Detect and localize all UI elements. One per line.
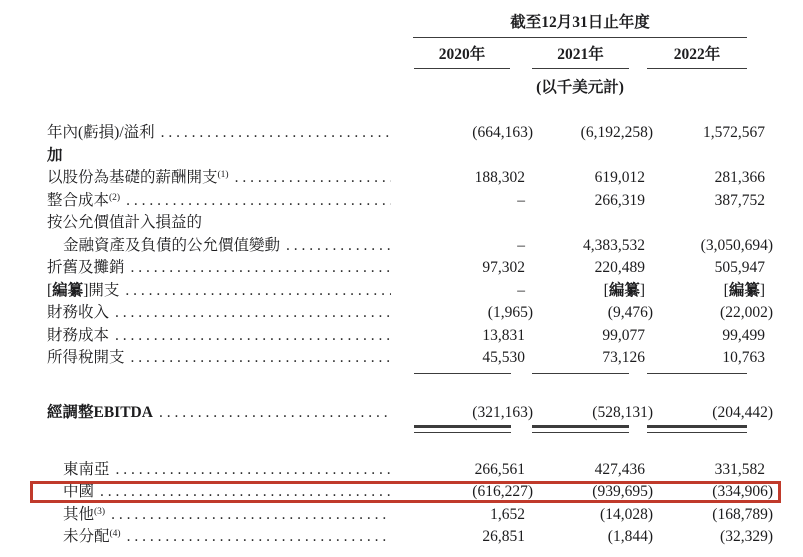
dot-leader (115, 325, 391, 348)
value-cell-2022年: 99,499 (722, 326, 765, 344)
highlight-box-china-row (30, 481, 781, 503)
value-cell-2022年: (204,442) (712, 403, 773, 421)
dot-leader (111, 504, 391, 527)
dot-leader (126, 190, 391, 213)
value-cell-2020年: 1,652 (490, 505, 525, 523)
table-row (0, 122, 803, 145)
value-cell-2021年: 4,383,532 (583, 236, 645, 254)
row-label: 未分配$^{(4)}$ (63, 528, 121, 545)
value-cell-2021年: 266,319 (594, 191, 645, 209)
value-cell-2022年: (168,789) (712, 505, 773, 523)
value-cell-2020年: – (517, 236, 525, 254)
row-label: 東南亞 (63, 460, 110, 478)
value-cell-2020年: (1,965) (487, 304, 533, 321)
table-row (0, 167, 803, 190)
value-cell-2020年: (664,163) (472, 124, 533, 141)
row-label: 加 (47, 146, 63, 164)
table-row (0, 504, 803, 527)
row-label: 按公允價值計入損益的 (47, 214, 203, 231)
dot-leader (116, 459, 391, 482)
value-cell-2020年: 45,530 (482, 349, 525, 366)
period-header: 截至12月31日止年度 (413, 13, 747, 38)
table-row (0, 145, 803, 168)
value-cell-2022年: 387,752 (714, 191, 765, 209)
value-cell-2020年: 26,851 (482, 528, 525, 545)
unit-note: (以千美元計) (536, 79, 624, 96)
value-cell-2021年: (14,028) (600, 505, 653, 523)
value-cell-2022年: 505,947 (714, 259, 765, 276)
row-label: 折舊及攤銷 (47, 259, 125, 276)
value-cell-2022年: 10,763 (722, 349, 765, 366)
value-cell-2022年: (3,050,694) (700, 236, 773, 254)
row-gap (0, 375, 803, 402)
value-cell-2022年: [編纂] (723, 281, 765, 299)
row-label: 經調整EBITDA (47, 403, 153, 421)
dot-leader (286, 235, 391, 258)
table-row (0, 459, 803, 482)
value-cell-2020年: (616,227) (472, 483, 533, 500)
column-header-2022: 2022年 (647, 45, 747, 69)
dot-leader (131, 347, 391, 370)
value-cell-2021年: [編纂] (603, 281, 645, 299)
row-label: 所得稅開支 (47, 349, 125, 366)
double-total-rule (0, 424, 803, 434)
value-cell-2021年: 427,436 (594, 460, 645, 478)
dot-leader (125, 280, 391, 303)
dot-leader (161, 122, 391, 145)
value-cell-2022年: 331,582 (714, 460, 765, 478)
value-cell-2020年: – (517, 191, 525, 209)
value-cell-2021年: (528,131) (592, 403, 653, 421)
dot-leader (127, 526, 391, 549)
leader-spacer (208, 212, 751, 235)
single-total-rule (0, 370, 803, 375)
dot-leader (131, 257, 391, 280)
row-label: [編纂]開支 (47, 281, 120, 299)
value-cell-2021年: (6,192,258) (580, 124, 653, 141)
dot-leader (235, 167, 391, 190)
row-label: 以股份為基礎的薪酬開支$^{(1)}$ (47, 169, 229, 186)
value-cell-2022年: (32,329) (720, 528, 773, 545)
row-label: 整合成本$^{(2)}$ (47, 191, 121, 209)
table-row (0, 257, 803, 280)
row-label: 金融資產及負債的公允價值變動 (63, 236, 281, 254)
leader-spacer (69, 145, 751, 168)
value-cell-2020年: 188,302 (474, 169, 525, 186)
table-row (0, 212, 803, 235)
table-row (0, 302, 803, 325)
column-header-2020: 2020年 (414, 45, 510, 69)
footnote-marker: (4) (109, 529, 121, 539)
value-cell-2021年: 619,012 (594, 169, 645, 186)
value-cell-2020年: 266,561 (474, 460, 525, 478)
value-cell-2022年: 1,572,567 (703, 124, 765, 141)
value-cell-2021年: 73,126 (602, 349, 645, 366)
dot-leader (159, 402, 391, 425)
row-gap (0, 434, 803, 459)
dot-leader (115, 302, 391, 325)
row-label: 財務收入 (47, 304, 110, 321)
value-cell-2020年: – (517, 281, 525, 299)
row-label: 年內(虧損)/溢利 (47, 124, 155, 141)
value-cell-2020年: (321,163) (472, 403, 533, 421)
value-cell-2021年: (939,695) (592, 483, 653, 500)
value-cell-2021年: (1,844) (607, 528, 653, 545)
value-cell-2022年: 281,366 (714, 169, 765, 186)
footnote-marker: (2) (109, 192, 121, 203)
footnote-marker: (3) (94, 506, 106, 517)
row-label: 中國 (63, 483, 95, 500)
row-label: 財務成本 (47, 326, 110, 344)
footnote-marker: (1) (217, 170, 229, 180)
table-row (0, 402, 803, 425)
value-cell-2021年: 220,489 (594, 259, 645, 276)
value-cell-2020年: 97,302 (482, 259, 525, 276)
value-cell-2021年: (9,476) (607, 304, 653, 321)
table-row (0, 325, 803, 348)
value-cell-2021年: 99,077 (602, 326, 645, 344)
table-row (0, 190, 803, 213)
column-header-2021: 2021年 (532, 45, 629, 69)
row-label: 其他$^{(3)}$ (63, 505, 106, 523)
value-cell-2022年: (334,906) (712, 483, 773, 500)
value-cell-2022年: (22,002) (720, 304, 773, 321)
value-cell-2020年: 13,831 (482, 326, 525, 344)
table-row (0, 526, 803, 549)
table-row (0, 280, 803, 303)
table-row (0, 347, 803, 370)
table-row (0, 235, 803, 258)
